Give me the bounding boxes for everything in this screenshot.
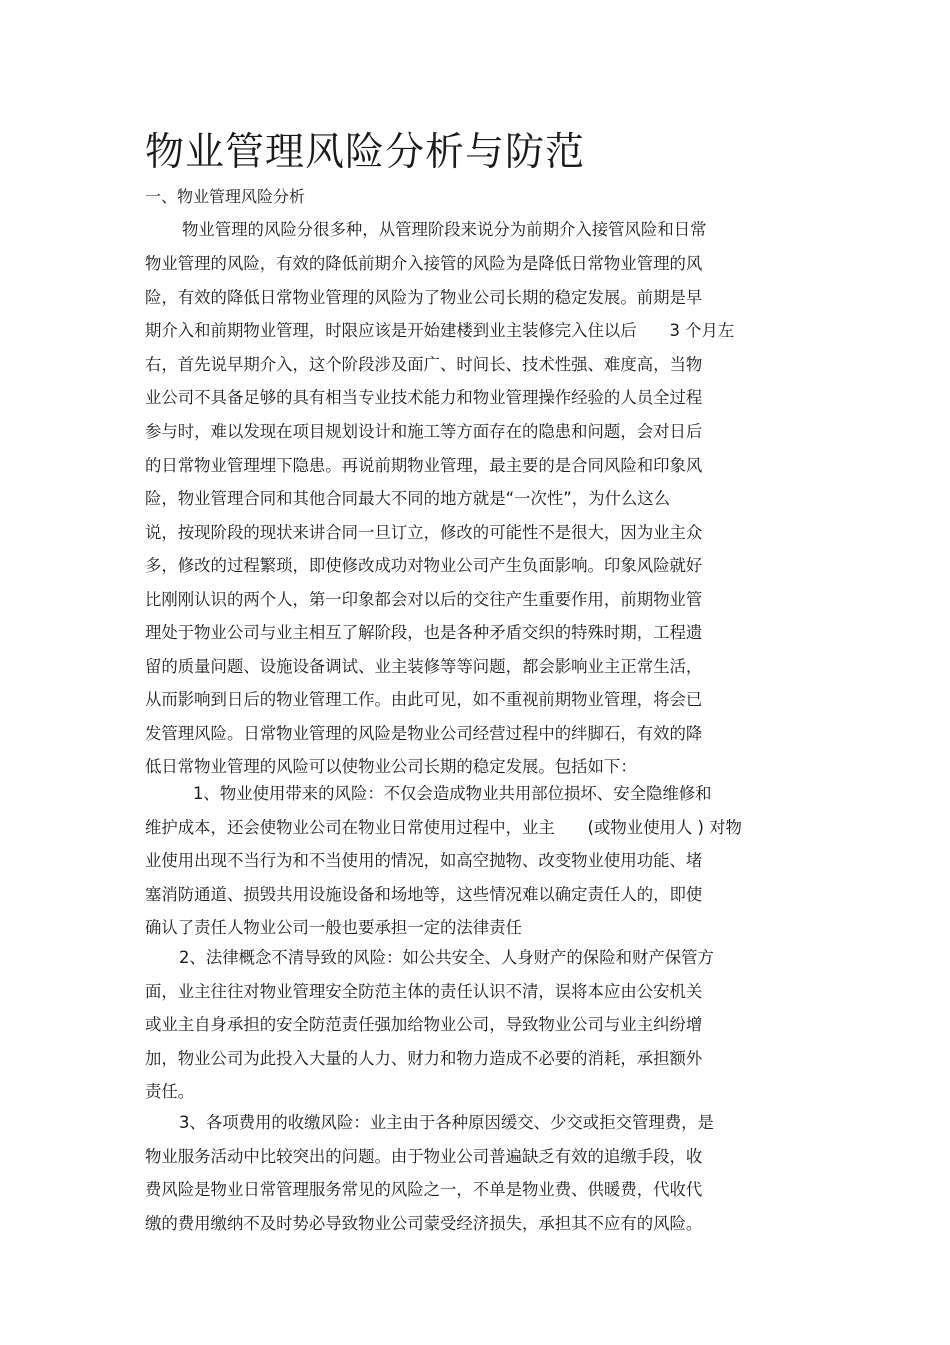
paragraph-line: 业公司不具备足够的具有相当专业技术能力和物业管理操作经验的人员全过程 — [145, 388, 703, 407]
paragraph-line: 多，修改的过程繁琐，即使修改成功对物业公司产生负面影响。印象风险就好 — [145, 556, 703, 575]
paragraph-line: 期介入和前期物业管理，时限应该是开始建楼到业主装修完入住以后 3 个月左 — [145, 321, 735, 340]
paragraph-line: 发管理风险。日常物业管理的风险是物业公司经营过程中的绊脚石，有效的降 — [145, 724, 703, 743]
paragraph-line: 维护成本，还会使物业公司在物业日常使用过程中，业主 (或物业使用人 ) 对物 — [145, 818, 742, 837]
paragraph-line: 说，按现阶段的现状来讲合同一旦订立，修改的可能性不是很大，因为业主众 — [145, 523, 703, 542]
paragraph-line: 的日常物业管理埋下隐患。再说前期物业管理，最主要的是合同风险和印象风 — [145, 456, 703, 475]
paragraph-line: 1、物业使用带来的风险：不仅会造成物业共用部位损坏、安全隐维修和 — [193, 784, 712, 803]
paragraph-line: 或业主自身承担的安全防范责任强加给物业公司，导致物业公司与业主纠纷增 — [145, 1015, 703, 1034]
paragraph-line: 险，物业管理合同和其他合同最大不同的地方就是“一次性”，为什么这么 — [145, 489, 671, 508]
paragraph-line: 比刚刚认识的两个人，第一印象都会对以后的交往产生重要作用，前期物业管 — [145, 590, 703, 609]
paragraph-line: 业使用出现不当行为和不当使用的情况，如高空抛物、改变物业使用功能、堵 — [145, 851, 703, 870]
section-heading: 一、物业管理风险分析 — [145, 187, 306, 206]
paragraph-line: 加，物业公司为此投入大量的人力、财力和物力造成不必要的消耗，承担额外 — [145, 1049, 703, 1068]
paragraph-line: 费风险是物业日常管理服务常见的风险之一，不单是物业费、供暖费，代收代 — [145, 1180, 703, 1199]
paragraph-line: 物业管理的风险分很多种，从管理阶段来说分为前期介入接管风险和日常 — [182, 220, 707, 239]
paragraph-line: 2、法律概念不清导致的风险：如公共安全、人身财产的保险和财产保管方 — [179, 948, 714, 967]
paragraph-line: 面，业主往往对物业管理安全防范主体的责任认识不清，误将本应由公安机关 — [145, 982, 703, 1001]
paragraph-line: 物业服务活动中比较突出的问题。由于物业公司普遍缺乏有效的追缴手段，收 — [145, 1147, 703, 1166]
paragraph-line: 物业管理的风险，有效的降低前期介入接管的风险为是降低日常物业管理的风 — [145, 254, 703, 273]
paragraph-line: 责任。 — [145, 1082, 195, 1101]
paragraph-line: 参与时，难以发现在项目规划设计和施工等方面存在的隐患和问题，会对日后 — [145, 422, 703, 441]
paragraph-line: 缴的费用缴纳不及时势必导致物业公司蒙受经济损失，承担其不应有的风险。 — [145, 1214, 703, 1233]
paragraph-line: 险，有效的降低日常物业管理的风险为了物业公司长期的稳定发展。前期是早 — [145, 288, 703, 307]
paragraph-line: 从而影响到日后的物业管理工作。由此可见，如不重视前期物业管理，将会已 — [145, 690, 703, 709]
document-title: 物业管理风险分析与防范 — [145, 130, 586, 175]
paragraph-line: 塞消防通道、损毁共用设施设备和场地等，这些情况难以确定责任人的，即使 — [145, 885, 703, 904]
paragraph-line: 理处于物业公司与业主相互了解阶段，也是各种矛盾交织的特殊时期，工程遗 — [145, 623, 703, 642]
paragraph-line: 低日常物业管理的风险可以使物业公司长期的稳定发展。包括如下： — [145, 757, 637, 776]
paragraph-line: 确认了责任人物业公司一般也要承担一定的法律责任 — [145, 918, 522, 937]
paragraph-line: 留的质量问题、设施设备调试、业主装修等等问题，都会影响业主正常生活， — [145, 657, 703, 676]
paragraph-line: 右，首先说早期介入，这个阶段涉及面广、时间长、技术性强、难度高，当物 — [145, 355, 703, 374]
paragraph-line: 3、各项费用的收缴风险：业主由于各种原因缓交、少交或拒交管理费，是 — [179, 1113, 714, 1132]
